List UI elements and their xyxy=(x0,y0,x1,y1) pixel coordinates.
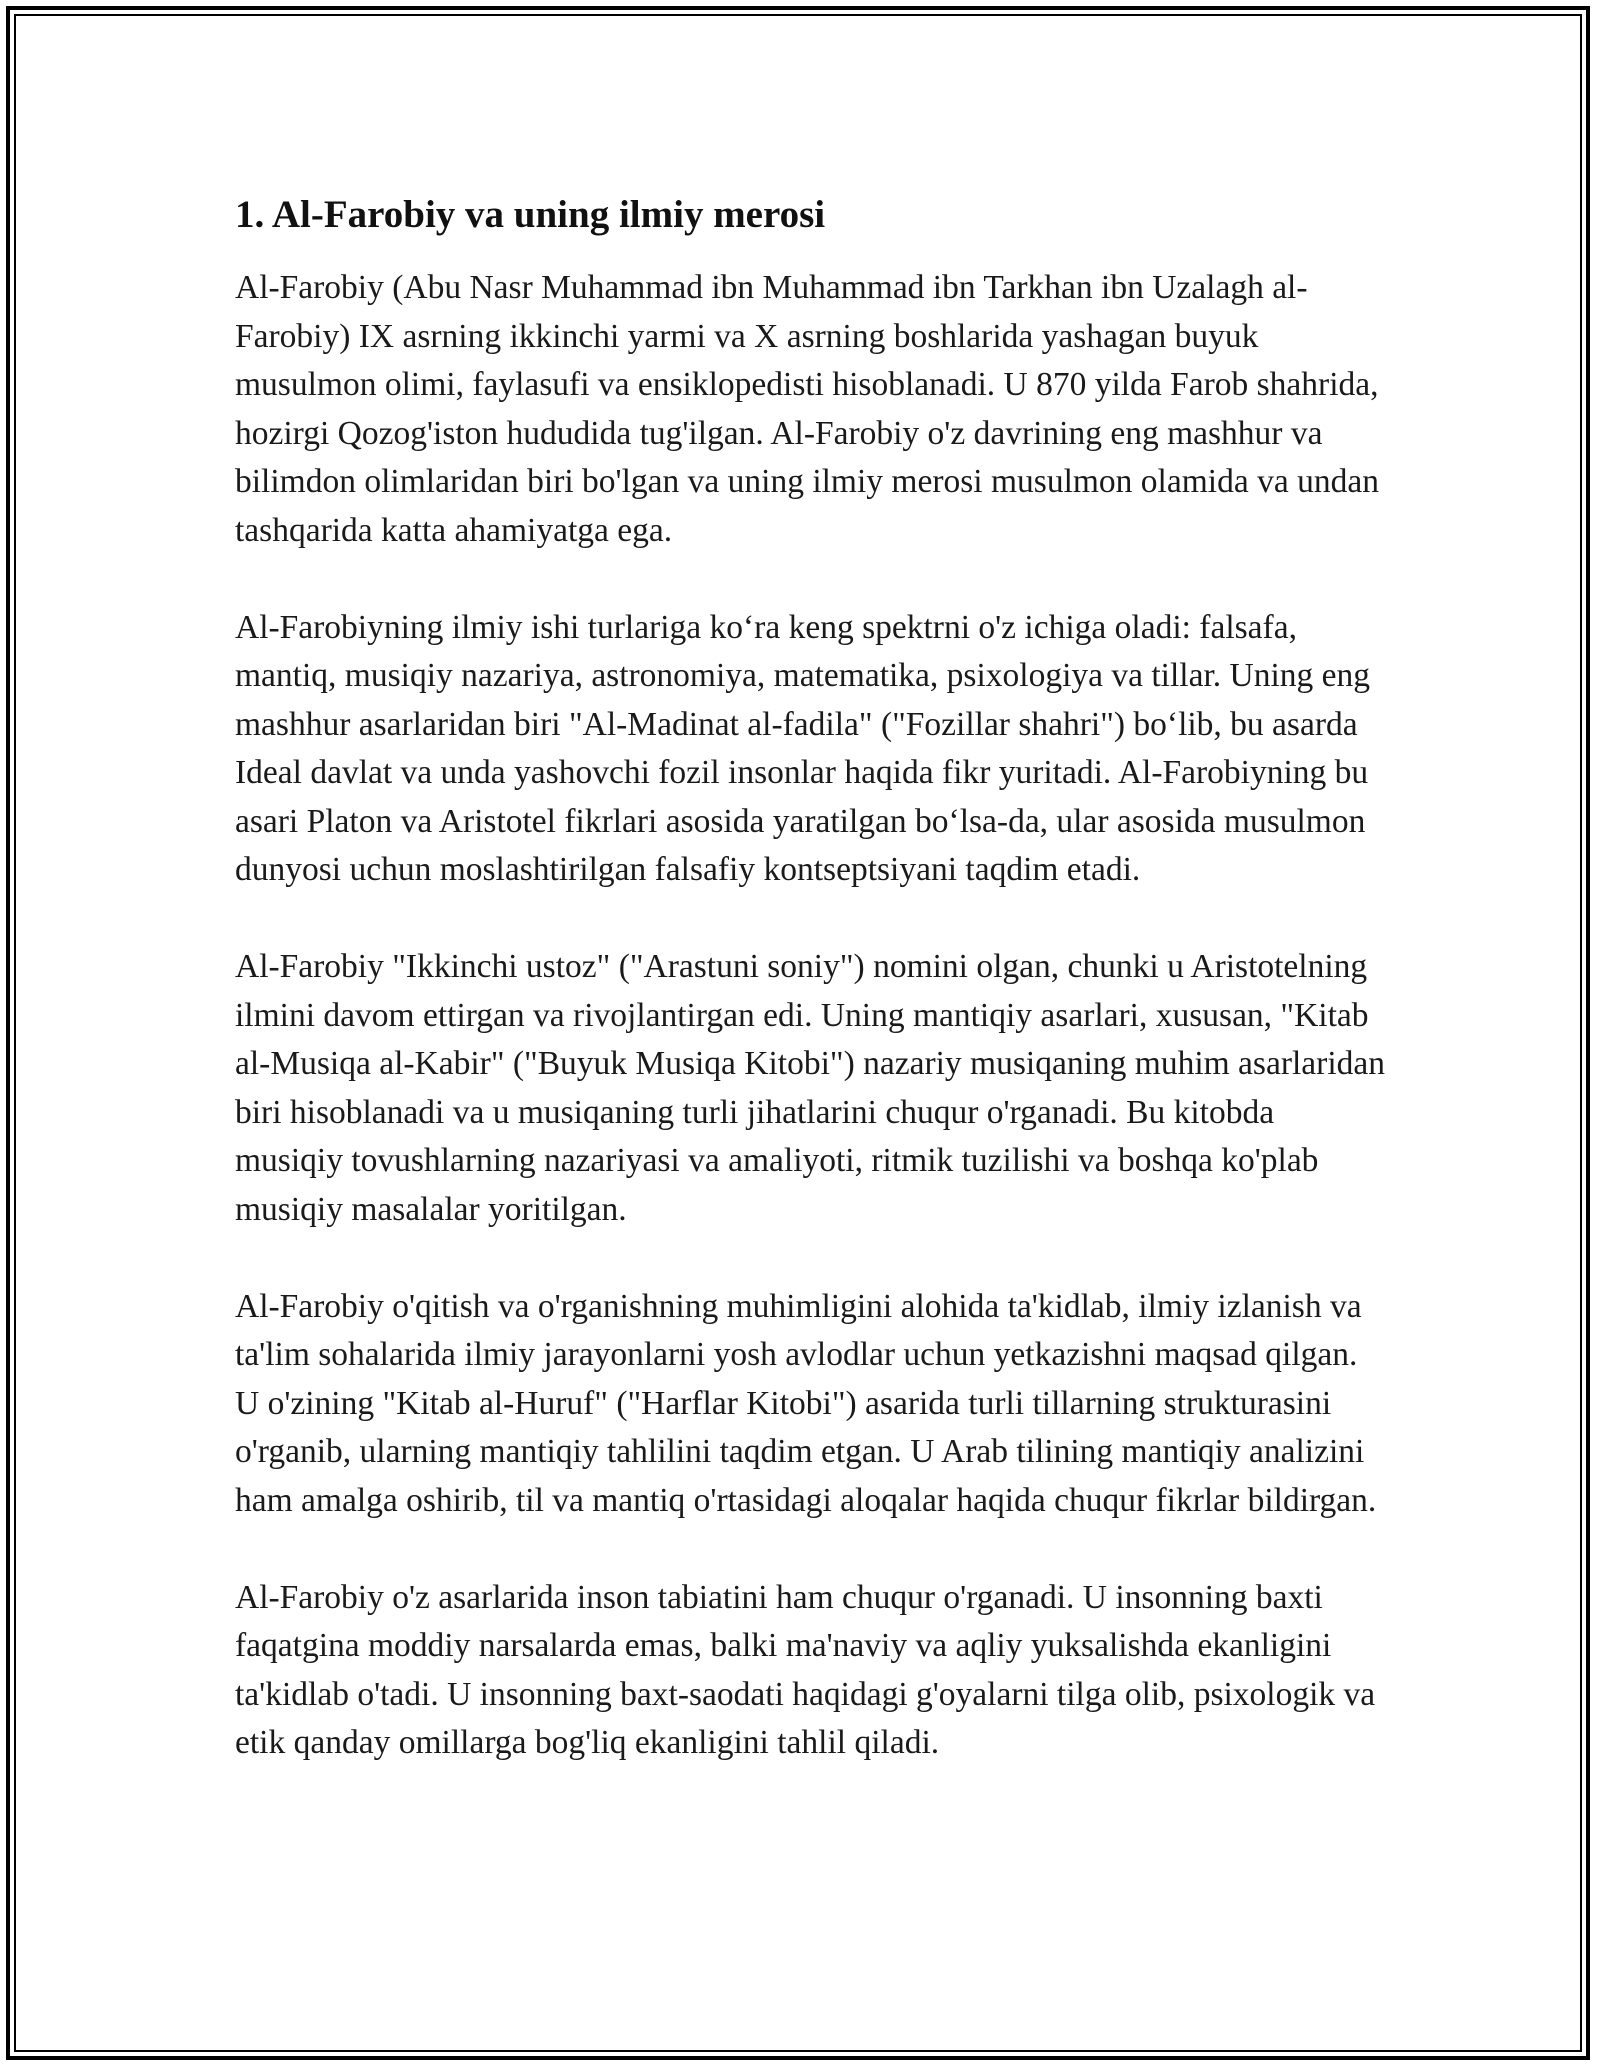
paragraph-4: Al-Farobiy o'qitish va o'rganishning muhimligini alohida ta'kidlab, ilmiy izlanish va ta'lim sohalarida ilmiy jarayonlarni yosh avlodlar uchun yetkazishni maqsad qilgan. U o'zining "Kitab al-Huruf" ("Harflar Kitobi") asarida turli tillarning strukturasini o'rganib, ularning mantiqiy tahlilini taqdim etgan. U Arab tilining mantiqiy analizini ham amalga oshirib, til va mantiq o'rtasidagi aloqalar haqida chuqur fikrlar bildirgan. xyxy=(235,1287,1377,1519)
section-heading: 1. Al-Farobiy va uning ilmiy merosi xyxy=(235,193,826,236)
paragraph-3: Al-Farobiy "Ikkinchi ustoz" ("Arastuni soniy") nomini olgan, chunki u Aristotelning ilmini davom ettirgan va rivojlantirgan edi. Uning mantiqiy asarlari, xususan, "Kitab al-Musiqa al-Kabir" ("Buyuk Musiqa Kitobi") nazariy musiqaning muhim asarlaridan biri hisoblanadi va u musiqaning turli jihatlarini chuqur o'rganadi. Bu kitobda musiqiy tovushlarning nazariyasi va amaliyoti, ritmik tuzilishi va boshqa ko'plab musiqiy masalalar yoritilgan. xyxy=(235,948,1385,1228)
paragraph-2: Al-Farobiyning ilmiy ishi turlariga ko‘ra keng spektrni o'z ichiga oladi: falsafa, mantiq, musiqiy nazariya, astronomiya, matematika, psixologiya va tillar. Uning eng mashhur asarlaridan biri "Al-Madinat al-fadila" ("Fozillar shahri") bo‘lib, bu asarda Ideal davlat va unda yashovchi fozil insonlar haqida fikr yuritadi. Al-Farobiyning bu asari Platon va Aristotel fikrlari asosida yaratilgan bo‘lsa-da, ular asosida musulmon dunyosi uchun moslashtirilgan falsafiy kontseptsiyani taqdim etadi. xyxy=(235,608,1371,888)
paragraph-1: Al-Farobiy (Abu Nasr Muhammad ibn Muhammad ibn Tarkhan ibn Uzalagh al-Farobiy) IX asrning ikkinchi yarmi va X asrning boshlarida yashagan buyuk musulmon olimi, faylasufi va ensiklopedisti hisoblanadi. U 870 yilda Farob shahrida, hozirgi Qozog'iston hududida tug'ilgan. Al-Farobiy o'z davrining eng mashhur va bilimdon olimlaridan biri bo'lgan va uning ilmiy merosi musulmon olamida va undan tashqarida katta ahamiyatga ega. xyxy=(235,269,1379,549)
paragraph-5: Al-Farobiy o'z asarlarida inson tabiatini ham chuqur o'rganadi. U insonning baxti faqatgina moddiy narsalarda emas, balki ma'naviy va aqliy yuksalishda ekanligini ta'kidlab o'tadi. U insonning baxt-saodati haqidagi g'oyalarni tilga olib, psixologik va etik qanday omillarga bog'liq ekanligini tahlil qiladi. xyxy=(235,1578,1376,1761)
document-body xyxy=(235,180,1385,1768)
